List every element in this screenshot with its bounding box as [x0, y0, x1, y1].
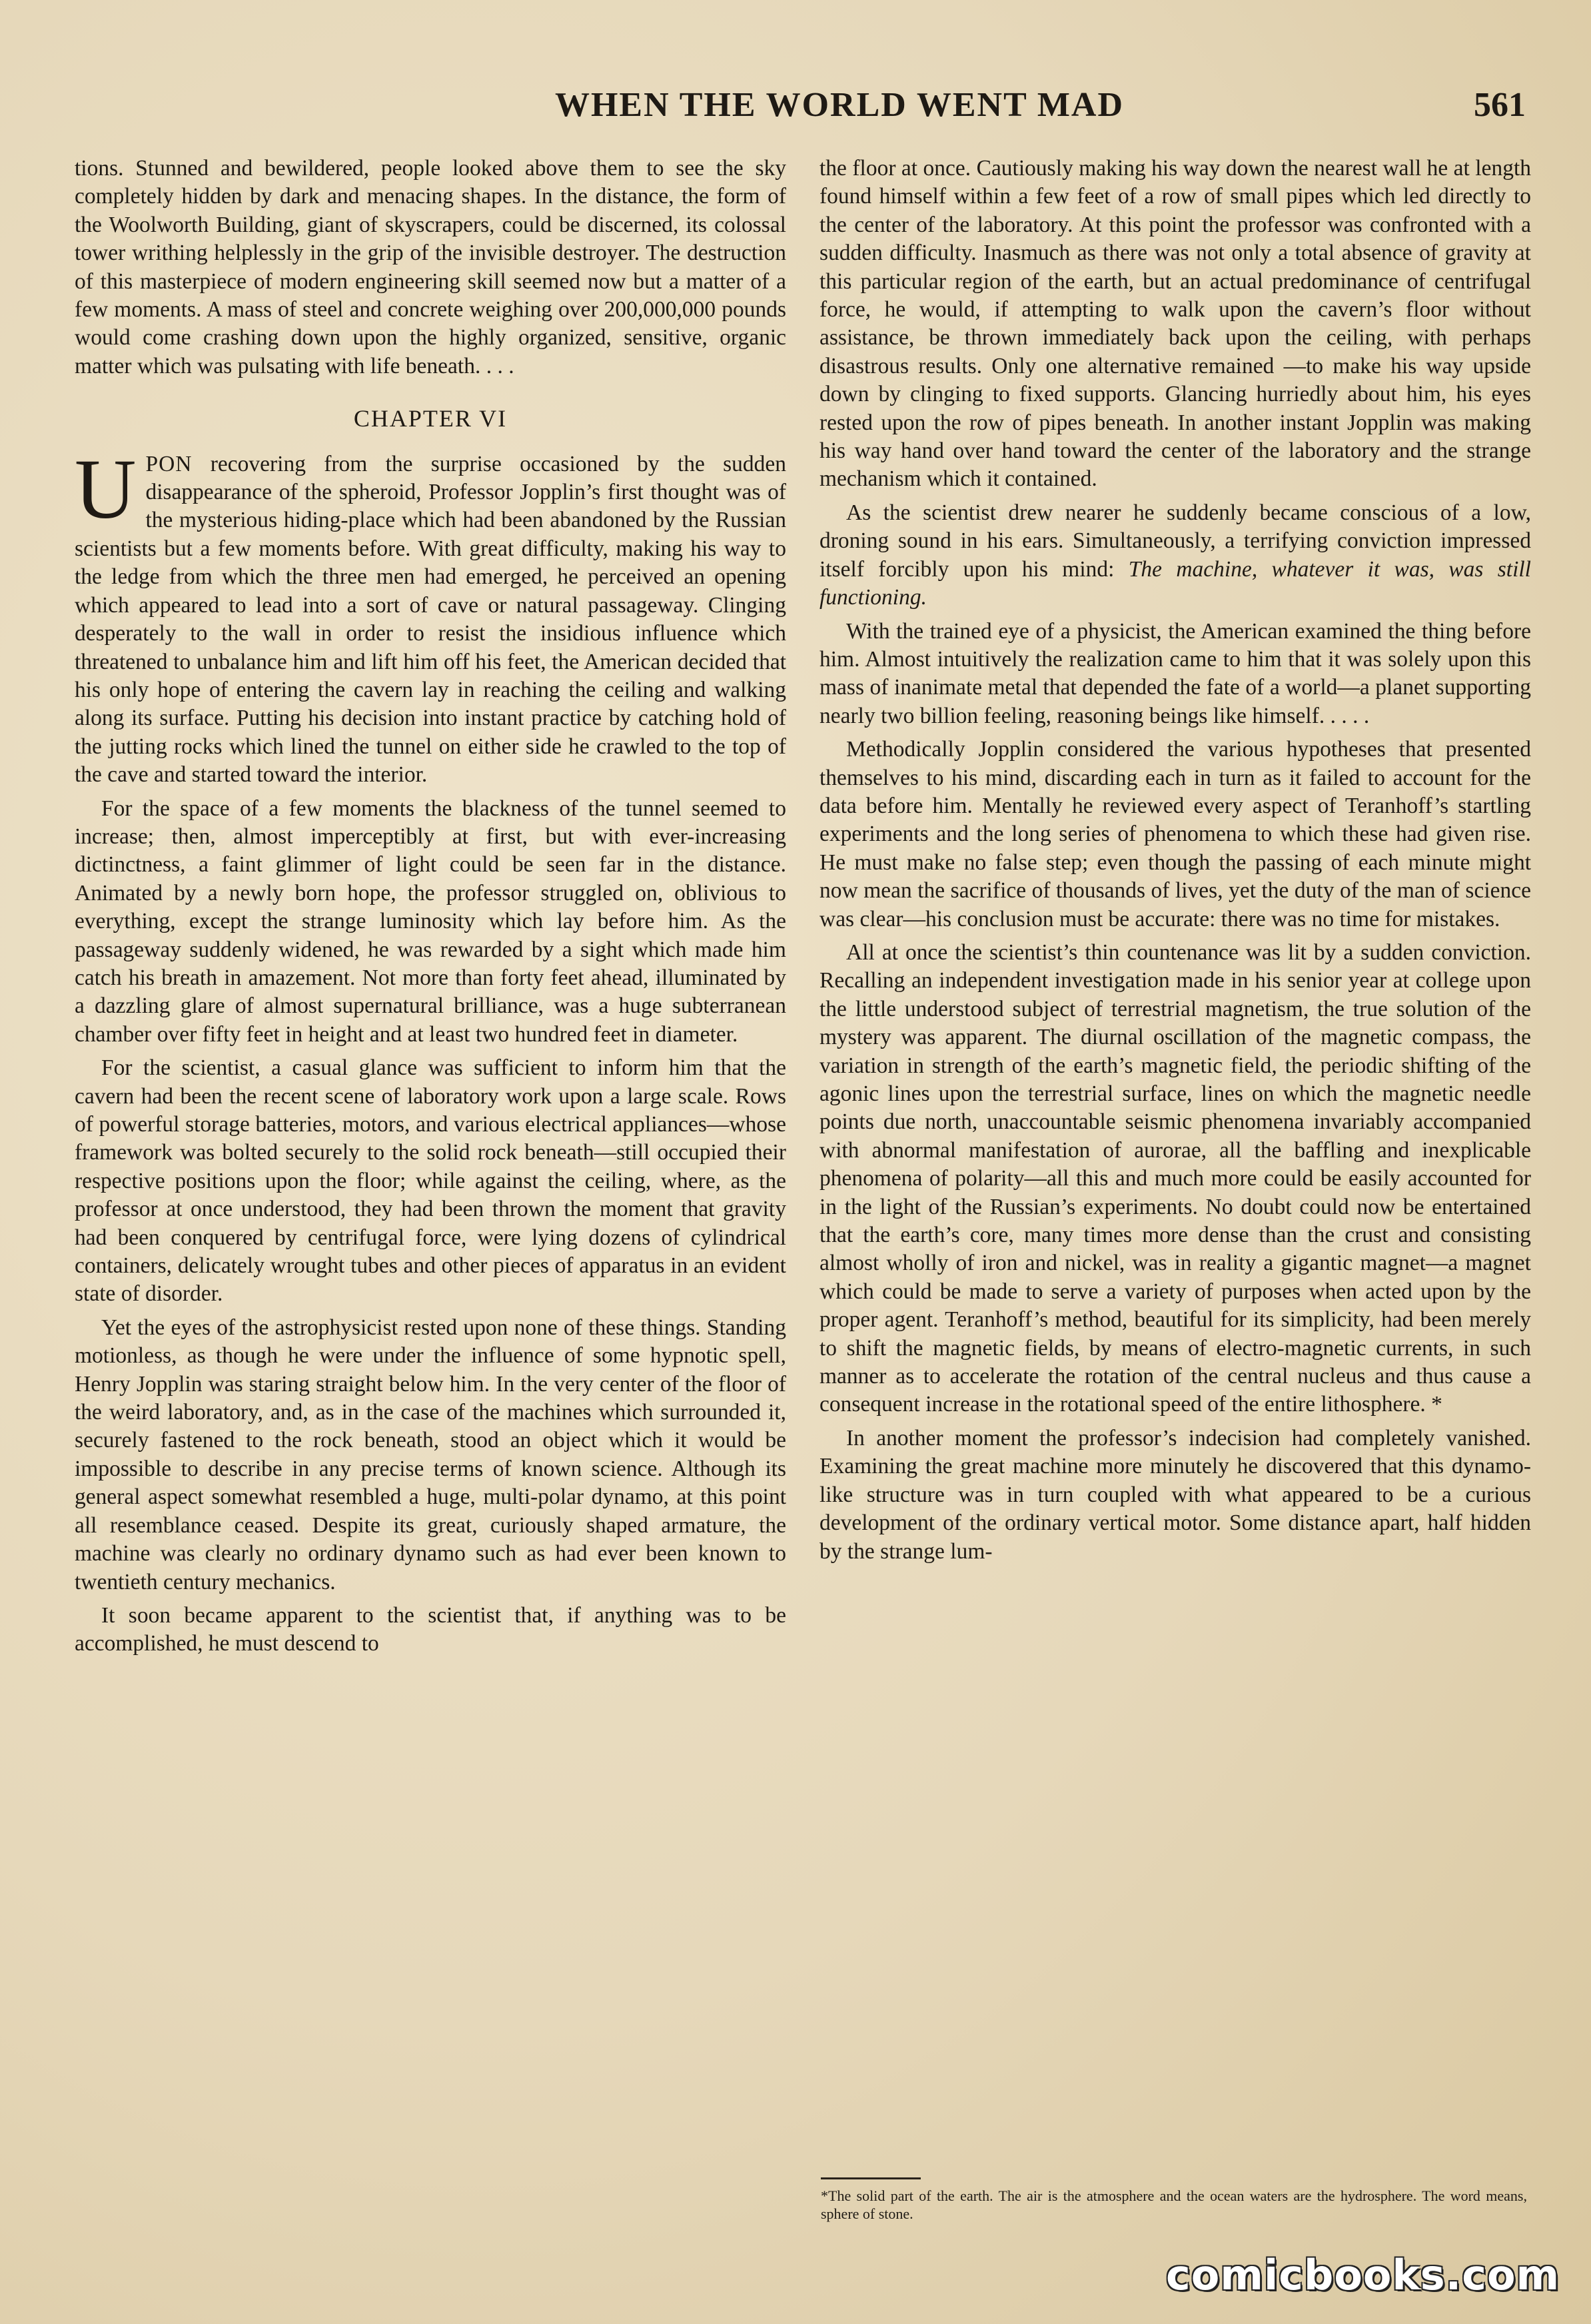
paragraph: Yet the eyes of the astrophysicist rested upon none of these things. Standing motionless, as though he were under the influence of some hypnotic spell, Henry Jopplin was staring straight below him. In the very center of the floor of the weird laboratory, and, as in the case of the machines which surrounded it, securely fastened to the rock beneath, stood an object which it would be impossible to describe in any precise terms of known science. Although its general aspect somewhat resembled a huge, multi-polar dynamo, at this point all resemblance ceased. Despite its great, curiously shaped armature, the machine was clearly no ordinary dynamo such as had ever been known to twentieth century mechanics.: [75, 1315, 786, 1594]
paragraph-text: As the scientist drew nearer he suddenly became conscious of a low, droning sound in his ears. Simultaneously, a terrifying conviction impressed itself forcibly upon his mind:: [819, 500, 1531, 582]
paragraph-text: recovering from the surprise occasioned by the sudden disappearance of the spheroid, Professor Jopplin’s first thought was of the mysterious hiding-place which had been abandoned by the Russian scientists but a few moments before. With great difficulty, making his way to the ledge from which the three men had emerged, he perceived an opening which appeared to lead into a sort of cave or natural passageway. Clinging desperately to the wall in order to resist the insidious influence which threatened to unbalance him and lift him off his feet, the American decided that his only hope of entering the cavern lay in reaching the ceiling and walking along its surface. Putting his decision into instant practice by catching hold of the jutting rocks which lined the tunnel on either side he crawled to the top of the cave and started toward the interior.: [75, 451, 786, 788]
paragraph: In another moment the professor’s indecision had completely vanished. Examining the great machine more minutely he discovered that this dynamo-like structure was in turn coupled with what appeared to be a curious development of the ordinary vertical motor. Some distance apart, half hidden by the strange lum-: [819, 1425, 1531, 1564]
opening-word: PON: [145, 451, 193, 476]
chapter-heading: CHAPTER VI: [353, 405, 508, 432]
footnote-rule: [821, 2177, 921, 2179]
paragraph: Methodically Jopplin considered the various hypotheses that presented themselves to his mind, discarding each in turn as it failed to account for the data before him. Mentally he reviewed every aspect of Teranhoff’s startling experiments and the long series of phenomena to which these had given rise. He must make no false step; even though the passing of each minute might now mean the sacrifice of thousands of lives, yet the duty of the man of science was clear—his conclusion must be accurate: there was no time for mistakes.: [819, 737, 1531, 931]
chapter-opening-paragraph: [75, 441, 786, 790]
left-column: [75, 155, 786, 1664]
paragraph: the floor at once. Cautiously making his way down the nearest wall he at length found himself within a few feet of a row of small pipes which led directly to the center of the laboratory. At this point the professor was confronted with a sudden difficulty. Inasmuch as there was not only a total absence of gravity at this particular region of the earth, but an actual predominance of centrifugal force, he would, if attempting to walk upon the cavern’s floor without assistance, be thrown immediately back upon the ceiling, with perhaps disastrous results. Only one alternative remained —to make his way upside down by clinging to fixed supports. Glancing hurriedly about him, his eyes rested upon the row of pipes beneath. In another instant Jopplin was making his way hand over hand toward the center of the laboratory and the strange mechanism which it contained.: [819, 156, 1531, 492]
right-column: [819, 155, 1531, 1571]
drop-cap: U: [75, 441, 137, 536]
paragraph: tions. Stunned and bewildered, people looked above them to see the sky completely hidden by dark and menacing shapes. In the distance, the form of the Woolworth Building, giant of skyscrapers, could be discerned, its colossal tower writhing helplessly in the grip of the invisible destroyer. The destruction of this masterpiece of modern engineering skill seemed now but a matter of a few moments. A mass of steel and concrete weighing over 200,000,000 pounds would come crashing down upon the highly organized, sensitive, organic matter which was pulsating with life beneath. . . .: [75, 156, 786, 378]
footnote: *The solid part of the earth. The air is the atmosphere and the ocean waters are the hydrosphere. The word means, sphere of stone.: [821, 2187, 1527, 2222]
paragraph: It soon became apparent to the scientist that, if anything was to be accomplished, he must descend to: [75, 1602, 786, 1656]
paragraph: For the space of a few moments the blackness of the tunnel seemed to increase; then, almost imperceptibly at first, but with ever-increasing dictinctness, a faint glimmer of light could be seen far in the distance. Animated by a newly born hope, the professor struggled on, oblivious to everything, except the strange luminosity which lay before him. As the passageway suddenly widened, he was rewarded by a sight which made him catch his breath in amazement. Not more than forty feet ahead, illuminated by a dazzling glare of almost supernatural brilliance, was a huge subterranean chamber over fifty feet in height and at least two hundred feet in diameter.: [75, 796, 786, 1047]
italic-text: The machine, whatever it was, was still functioning.: [819, 556, 1531, 610]
running-title: WHEN THE WORLD WENT MAD: [554, 86, 1125, 124]
paragraph: With the trained eye of a physicist, the American examined the thing before him. Almost intuitively the realization came to him that it was solely upon this mass of inanimate metal that depended the fate of a world—a planet supporting nearly two billion feeling, reasoning beings like himself. . . . .: [819, 618, 1531, 728]
page-number: 561: [1474, 86, 1526, 124]
paragraph: All at once the scientist’s thin countenance was lit by a sudden conviction. Recalling an independent investigation made in his senior year at college upon the little understood subject of terrestrial magnetism, the true solution of the mystery was apparent. The diurnal oscillation of the magnetic compass, the variation in strength of the earth’s magnetic field, the periodic shifting of the agonic lines upon the terrestrial surface, lines on which the magnetic needle points due north, unaccountable seismic phenomena invariably accompanied with abnormal manifestation of aurorae, all the baffling and inexplicable phenomena of polarity—all this and much more could be easily accounted for in the light of the Russian’s experiments. No doubt could now be entertained that the earth’s core, many times more dense than the crust and consisting almost wholly of iron and nickel, was in reality a gigantic magnet—a magnet which could be made to serve a variety of purposes when acted upon by the proper agent. Teranhoff’s method, beautiful for its simplicity, had been merely to shift the magnetic fields, by means of electro-magnetic currents, in such manner as to accelerate the rotation of the central nucleus and thus cause a consequent increase in the rotational speed of the entire lithosphere. *: [819, 939, 1531, 1417]
paragraph: For the scientist, a casual glance was sufficient to inform him that the cavern had been the recent scene of laboratory work upon a large scale. Rows of powerful storage batteries, motors, and various electrical appliances—whose framework was bolted securely to the solid rock beneath—still occupied their respective positions upon the floor; while against the ceiling, where, as the professor at once understood, they had been thrown the moment that gravity had been conquered by centrifugal force, were lying dozens of cylindrical containers, delicately wrought tubes and other pieces of apparatus in an evident state of disorder.: [75, 1055, 786, 1307]
page-header: [73, 79, 1539, 132]
watermark-logo: comicbooks.com: [1166, 2251, 1560, 2299]
paragraph: [819, 499, 1531, 612]
